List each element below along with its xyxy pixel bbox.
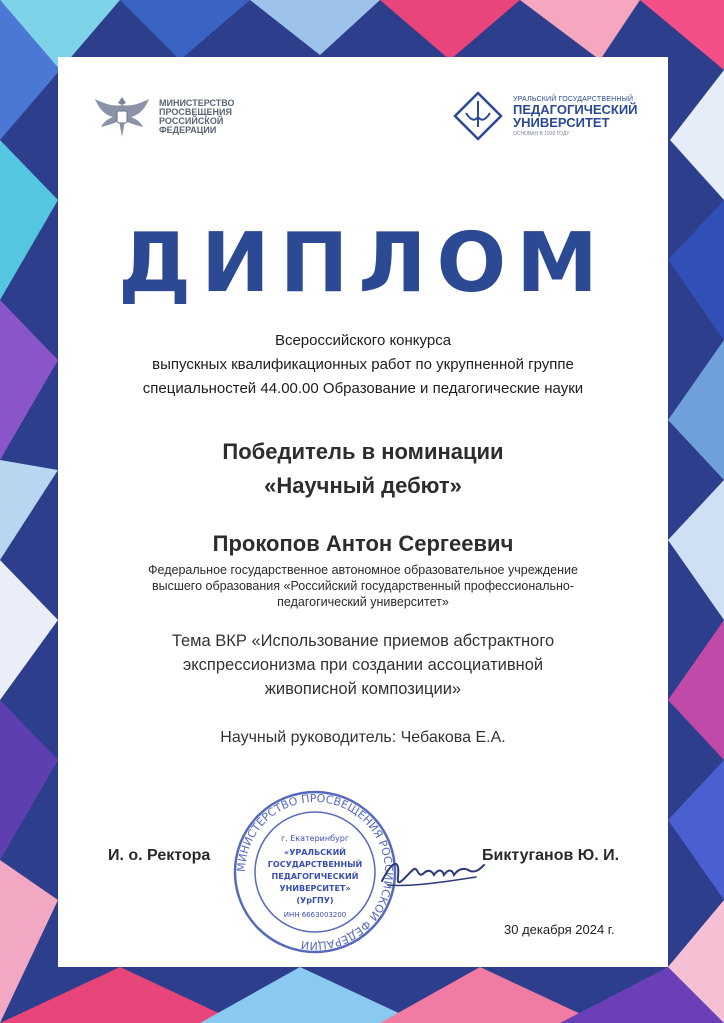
- thesis-topic: [58, 629, 668, 701]
- university-name-line1: УРАЛЬСКИЙ ГОСУДАРСТВЕННЫЙ: [513, 95, 634, 103]
- topic-line: Тема ВКР «Использование приемов абстрактного: [171, 632, 555, 650]
- stamp-text: (УрГПУ): [296, 896, 334, 905]
- winner-line: Победитель в номинации: [222, 439, 504, 464]
- contest-line: выпускных квалификационных работ по укрупненной группе: [152, 356, 574, 373]
- university-diamond-icon: [453, 91, 503, 141]
- university-name-line3: УНИВЕРСИТЕТ: [513, 114, 610, 130]
- contest-line: специальностей 44.00.00 Образование и педагогические науки: [142, 380, 584, 397]
- recipient-organization: [58, 562, 668, 610]
- contest-description: [58, 329, 668, 401]
- org-line: высшего образования «Российский государственный профессионально-: [151, 579, 575, 593]
- org-line: Федеральное государственное автономное образовательное учреждение: [148, 563, 578, 577]
- ministry-label: МИНИСТЕРСТВО ПРОСВЕЩЕНИЯ РОССИЙСКОЙ ФЕДЕРАЦИИ: [159, 98, 235, 135]
- rector-name: Биктуганов Ю. И.: [482, 847, 620, 864]
- stamp-text: УНИВЕРСИТЕТ»: [279, 884, 351, 893]
- topic-line: живописной композиции»: [264, 680, 462, 698]
- contest-line: Всероссийского конкурса: [274, 332, 452, 349]
- topic-line: экспрессионизма при создании ассоциативной: [182, 656, 544, 674]
- stamp-text: ГОСУДАРСТВЕННЫЙ: [267, 860, 363, 869]
- winner-nomination: [58, 435, 668, 503]
- org-line: педагогический университет»: [277, 595, 449, 609]
- handwritten-signature: [378, 847, 488, 897]
- stamp-text: «УРАЛЬСКИЙ: [284, 848, 346, 857]
- eagle-emblem-icon: [93, 93, 151, 141]
- issue-date: 30 декабря 2024 г.: [504, 922, 615, 937]
- recipient-name: Прокопов Антон Сергеевич: [212, 531, 514, 556]
- nomination-name: «Научный дебют»: [264, 473, 462, 498]
- ministry-logo: [93, 93, 249, 141]
- diploma-title: ДИПЛОМ: [118, 216, 608, 311]
- university-stamp: [230, 787, 400, 957]
- university-logo: [453, 91, 638, 141]
- stamp-text: ПЕДАГОГИЧЕСКИЙ: [271, 872, 359, 881]
- university-founded: ОСНОВАН В 1930 ГОДУ: [513, 130, 570, 137]
- rector-title: И. о. Ректора: [108, 847, 211, 864]
- stamp-city: г. Екатеринбург: [280, 834, 350, 843]
- diploma-sheet: [58, 57, 668, 967]
- scientific-supervisor: Научный руководитель: Чебакова Е.А.: [220, 729, 506, 746]
- stamp-inn: ИНН 6663003200: [283, 911, 347, 919]
- stamp-outer-text: МИНИСТЕРСТВО ПРОСВЕЩЕНИЯ РОССИЙСКОЙ ФЕДЕРАЦИИ: [234, 791, 396, 953]
- university-name-line2: ПЕДАГОГИЧЕСКИЙ: [513, 101, 638, 117]
